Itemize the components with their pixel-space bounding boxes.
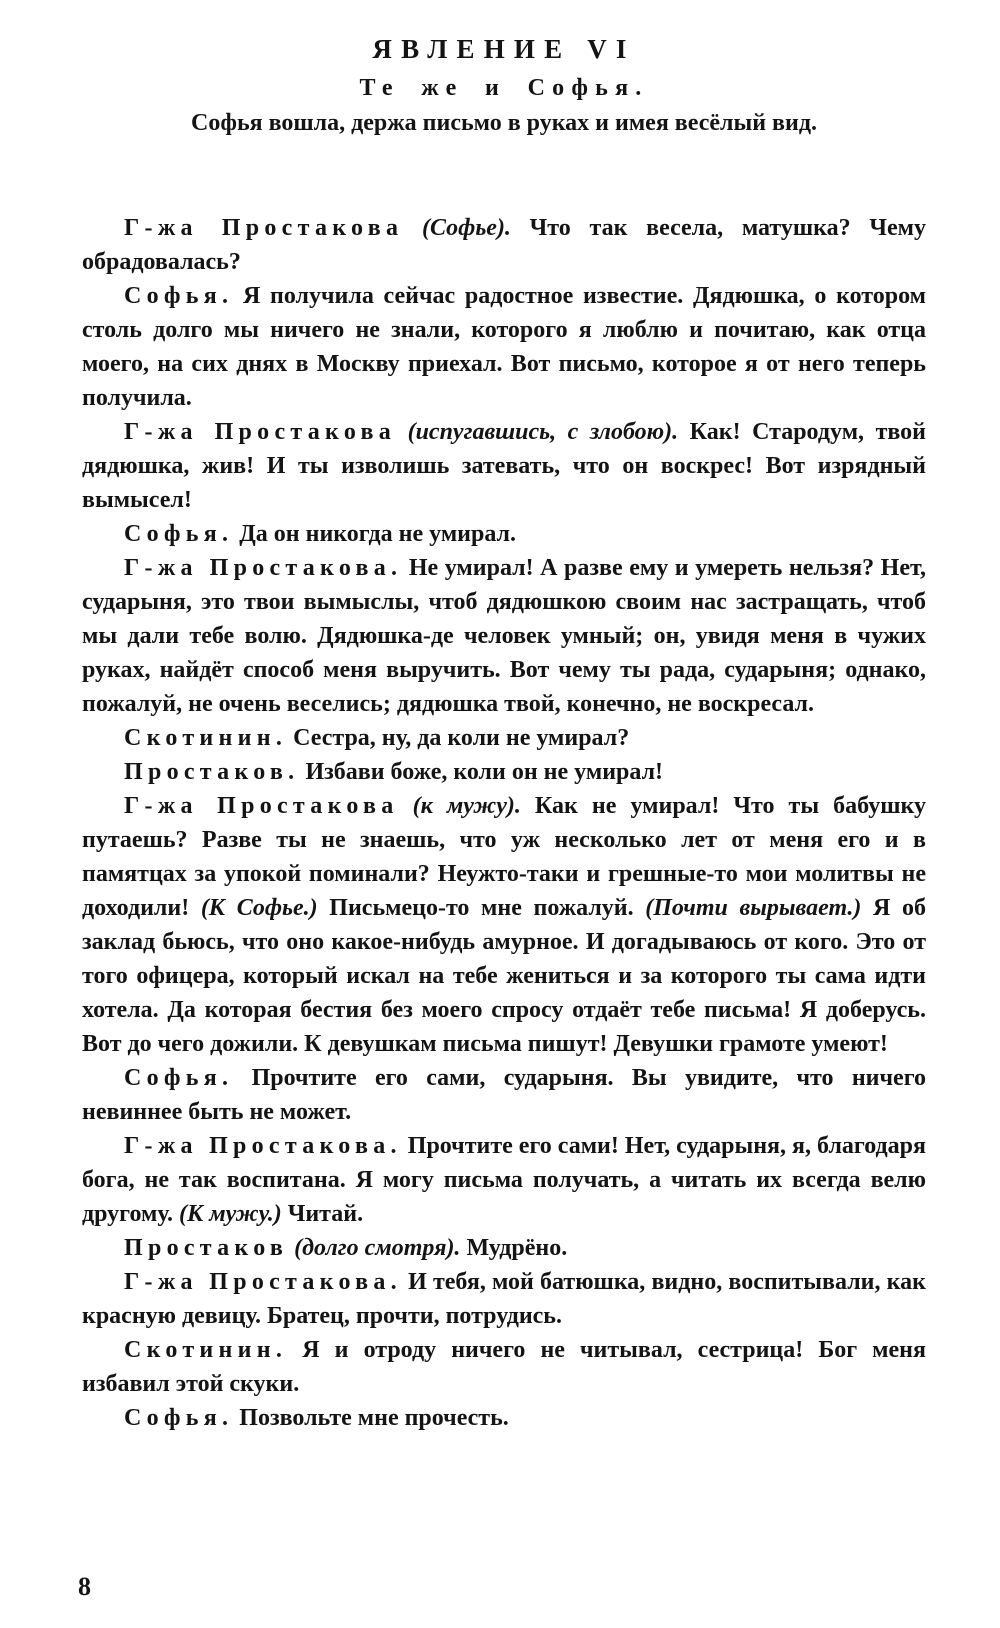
- dialogue-text: Позвольте мне прочесть.: [233, 1405, 509, 1431]
- dialogue-text: Избави боже, коли он не умирал!: [299, 759, 664, 785]
- speaker-name: Софья.: [124, 283, 234, 309]
- speaker-name: Г-жа Простакова: [124, 793, 399, 819]
- dialogue-paragraph: [82, 551, 926, 721]
- dialogue-text: И тебя, мой батюшка, видно, воспитывали, как красную девицу. Братец, прочти, потрудись.: [82, 1269, 926, 1329]
- dialogue-paragraph: [82, 211, 926, 279]
- dialogue-text: Да он никогда не умирал.: [233, 521, 517, 547]
- dialogue-paragraph: [82, 1333, 926, 1401]
- dialogue-text: Я получила сейчас радостное известие. Дядюшка, о котором столь долго мы ничего не знали, которого я люблю и почитаю, как отца моего, на сих днях в Москву приехал. Вот письмо, которое я от него теперь получила.: [82, 283, 926, 411]
- dialogue: [82, 211, 926, 1435]
- speaker-name: Г-жа Простакова.: [124, 1133, 402, 1159]
- dialogue-paragraph: [82, 1231, 926, 1265]
- stage-direction: (к мужу).: [398, 793, 521, 819]
- speaker-name: Софья.: [124, 521, 234, 547]
- dialogue-text: Что так весела, матушка? Чему обрадовалась?: [82, 215, 926, 275]
- dialogue-paragraph: [82, 755, 926, 789]
- dialogue-text: Я и отроду ничего не читывал, сестрица! Бог меня избавил этой скуки.: [82, 1337, 926, 1397]
- dialogue-paragraph: [82, 415, 926, 517]
- speaker-name: Софья.: [124, 1065, 234, 1091]
- dialogue-paragraph: [82, 279, 926, 415]
- dialogue-text: Как! Стародум, твой дядюшка, жив! И ты изволишь затевать, что он воскрес! Вот изрядный вымысел!: [82, 419, 926, 513]
- dialogue-paragraph: [82, 1401, 926, 1435]
- stage-direction: (Софье).: [403, 215, 511, 241]
- dialogue-text: Я об заклад бьюсь, что оно какое-нибудь амурное. И догадываюсь от кого. Это от того офицера, который искал на тебе жениться и за которого ты сама идти хотела. Да которая бестия без моего спросу отдаёт тебе письма! Я доберусь. Вот до чего дожили. К девушкам письма пишут! Девушки грамоте умеют!: [82, 895, 926, 1057]
- speaker-name: Скотинин.: [124, 1337, 288, 1363]
- dialogue-text: Письмецо-то мне пожалуй.: [317, 895, 646, 921]
- scene-heading: ЯВЛЕНИЕ VI: [372, 34, 636, 64]
- dialogue-text: Как не умирал! Что ты бабушку путаешь? Разве ты не знаешь, что уж несколько лет от меня его и в памятцах за упокой поминали? Неужто-таки и грешные-то мои молитвы не доходили!: [82, 793, 926, 921]
- dialogue-paragraph: [82, 1129, 926, 1231]
- stage-direction: (испугавшись, с злобою).: [396, 419, 679, 445]
- dialogue-text: Сестра, ну, да коли не умирал?: [287, 725, 630, 751]
- page-number: 8: [78, 1572, 91, 1601]
- dialogue-text: Прочтите его сами! Нет, сударыня, я, благодаря бога, не так воспитана. Я могу письма получать, а читать их всегда велю другому.: [82, 1133, 926, 1227]
- speaker-name: Простаков.: [124, 759, 300, 785]
- stage-note: Софья вошла, держа письмо в руках и имея весёлый вид.: [191, 110, 817, 136]
- speaker-name: Г-жа Простакова.: [124, 1269, 402, 1295]
- dialogue-text: Читай.: [281, 1201, 364, 1227]
- stage-direction: (Почти вырывает.): [645, 895, 862, 921]
- stage-direction: (долго смотря).: [288, 1235, 461, 1261]
- speaker-name: Простаков: [124, 1235, 289, 1261]
- dialogue-paragraph: [82, 1061, 926, 1129]
- speaker-name: Скотинин.: [124, 725, 288, 751]
- speaker-name: Г-жа Простакова: [124, 215, 404, 241]
- stage-direction: (К Софье.): [200, 895, 318, 921]
- dialogue-text: Прочтите его сами, сударыня. Вы увидите, что ничего невиннее быть не может.: [82, 1065, 926, 1125]
- cast-line: Те же и Софья.: [359, 75, 649, 101]
- dialogue-paragraph: [82, 1265, 926, 1333]
- speaker-name: Г-жа Простакова: [124, 419, 397, 445]
- dialogue-text: Мудрёно.: [460, 1235, 568, 1261]
- dialogue-paragraph: [82, 721, 926, 755]
- dialogue-text: Не умирал! А разве ему и умереть нельзя? Нет, сударыня, это твои вымыслы, чтоб дядюшкою своим нас застращать, чтоб мы дали тебе волю. Дядюшка-де человек умный; он, увидя меня в чужих руках, найдёт способ меня выручить. Вот чему ты рада, сударыня; однако, пожалуй, не очень веселись; дядюшка твой, конечно, не воскресал.: [82, 555, 926, 717]
- stage-direction: (К мужу.): [178, 1201, 282, 1227]
- speaker-name: Г-жа Простакова.: [124, 555, 403, 581]
- speaker-name: Софья.: [124, 1405, 234, 1431]
- dialogue-paragraph: [82, 789, 926, 1061]
- dialogue-paragraph: [82, 517, 926, 551]
